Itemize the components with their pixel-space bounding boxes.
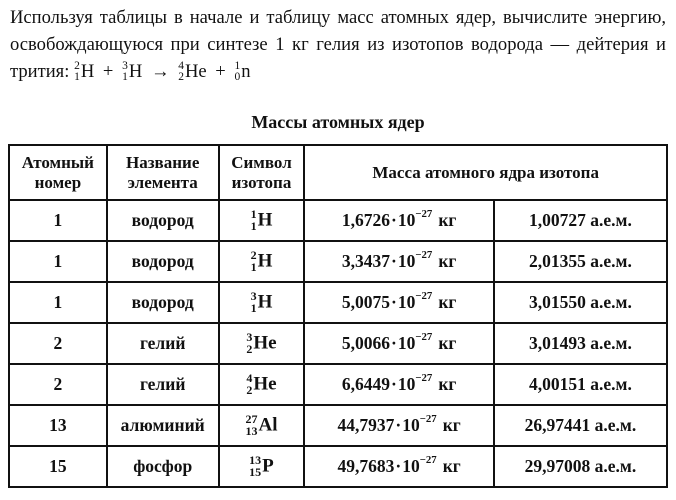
isotope-symbol-cell: 13 15 P [219, 446, 305, 487]
element-name-cell: гелий [107, 323, 219, 364]
mass-amu-cell: 4,00151 а.е.м. [494, 364, 667, 405]
table-row [9, 446, 667, 487]
isotope-symbol-cell: 2 1 H [219, 241, 305, 282]
table-header-row [9, 145, 667, 200]
mass-kg-cell: $5,0075\cdot 10^{-27}$ кг [304, 282, 493, 323]
isotope-symbol-cell: 3 1 H [219, 282, 305, 323]
atomic-masses-table [8, 144, 668, 488]
atomic-number-cell: 1 [9, 200, 107, 241]
product-neutron: 1 0 n [234, 59, 251, 83]
table-row [9, 241, 667, 282]
header-element-name: Название элемента [107, 145, 219, 200]
element-name-cell: водород [107, 200, 219, 241]
plus-sign-2: + [215, 61, 226, 82]
mass-kg-cell: $44,7937\cdot 10^{-27}$ кг [304, 405, 493, 446]
table-row [9, 282, 667, 323]
reactant-tritium: 3 1 H [122, 59, 143, 83]
plus-sign: + [102, 61, 114, 82]
mass-kg-cell: $5,0066\cdot 10^{-27}$ кг [304, 323, 493, 364]
problem-statement [10, 4, 666, 85]
mass-amu-cell: 1,00727 а.е.м. [494, 200, 667, 241]
table-row [9, 200, 667, 241]
table-row [9, 364, 667, 405]
reaction-arrow: → [150, 61, 170, 82]
isotope-symbol-cell: 4 2 He [219, 364, 305, 405]
mass-kg-cell: $49,7683\cdot 10^{-27}$ кг [304, 446, 493, 487]
isotope-symbol-cell: 3 2 He [219, 323, 305, 364]
table-row [9, 405, 667, 446]
atomic-number-cell: 2 [9, 323, 107, 364]
isotope-symbol-cell: 27 13 Al [219, 405, 305, 446]
atomic-number-cell: 13 [9, 405, 107, 446]
atomic-number-cell: 15 [9, 446, 107, 487]
mass-amu-cell: 2,01355 а.е.м. [494, 241, 667, 282]
table-title: Массы атомных ядер [251, 112, 425, 132]
element-name-cell: гелий [107, 364, 219, 405]
isotope-symbol-cell: 1 1 H [219, 200, 305, 241]
header-isotope-symbol: Символ изотопа [219, 145, 305, 200]
reactant-deuterium: 2 1 H [74, 59, 95, 83]
mass-amu-cell: 26,97441 а.е.м. [494, 405, 667, 446]
atomic-number-cell: 1 [9, 282, 107, 323]
mass-amu-cell: 3,01550 а.е.м. [494, 282, 667, 323]
element-name-cell: водород [107, 241, 219, 282]
element-name-cell: водород [107, 282, 219, 323]
problem-text: Используя таблицы в начале и таблицу масс атомных ядер, вычислите энергию, освобождающуюся при синтезе 1 кг гелия из изотопов водорода — дейтерия и трития: [10, 7, 666, 82]
header-atomic-number: Атомный номер [9, 145, 107, 200]
mass-kg-cell: $1,6726\cdot 10^{-27}$ кг [304, 200, 493, 241]
element-name-cell: фосфор [107, 446, 219, 487]
mass-kg-cell: $6,6449\cdot 10^{-27}$ кг [304, 364, 493, 405]
mass-amu-cell: 3,01493 а.е.м. [494, 323, 667, 364]
atomic-number-cell: 2 [9, 364, 107, 405]
atomic-number-cell: 1 [9, 241, 107, 282]
mass-amu-cell: 29,97008 а.е.м. [494, 446, 667, 487]
element-name-cell: алюминий [107, 405, 219, 446]
header-nucleus-mass: Масса атомного ядра изотопа [304, 145, 667, 200]
mass-kg-cell: $3,3437\cdot 10^{-27}$ кг [304, 241, 493, 282]
table-row [9, 323, 667, 364]
product-helium: 4 2 He [178, 59, 207, 83]
